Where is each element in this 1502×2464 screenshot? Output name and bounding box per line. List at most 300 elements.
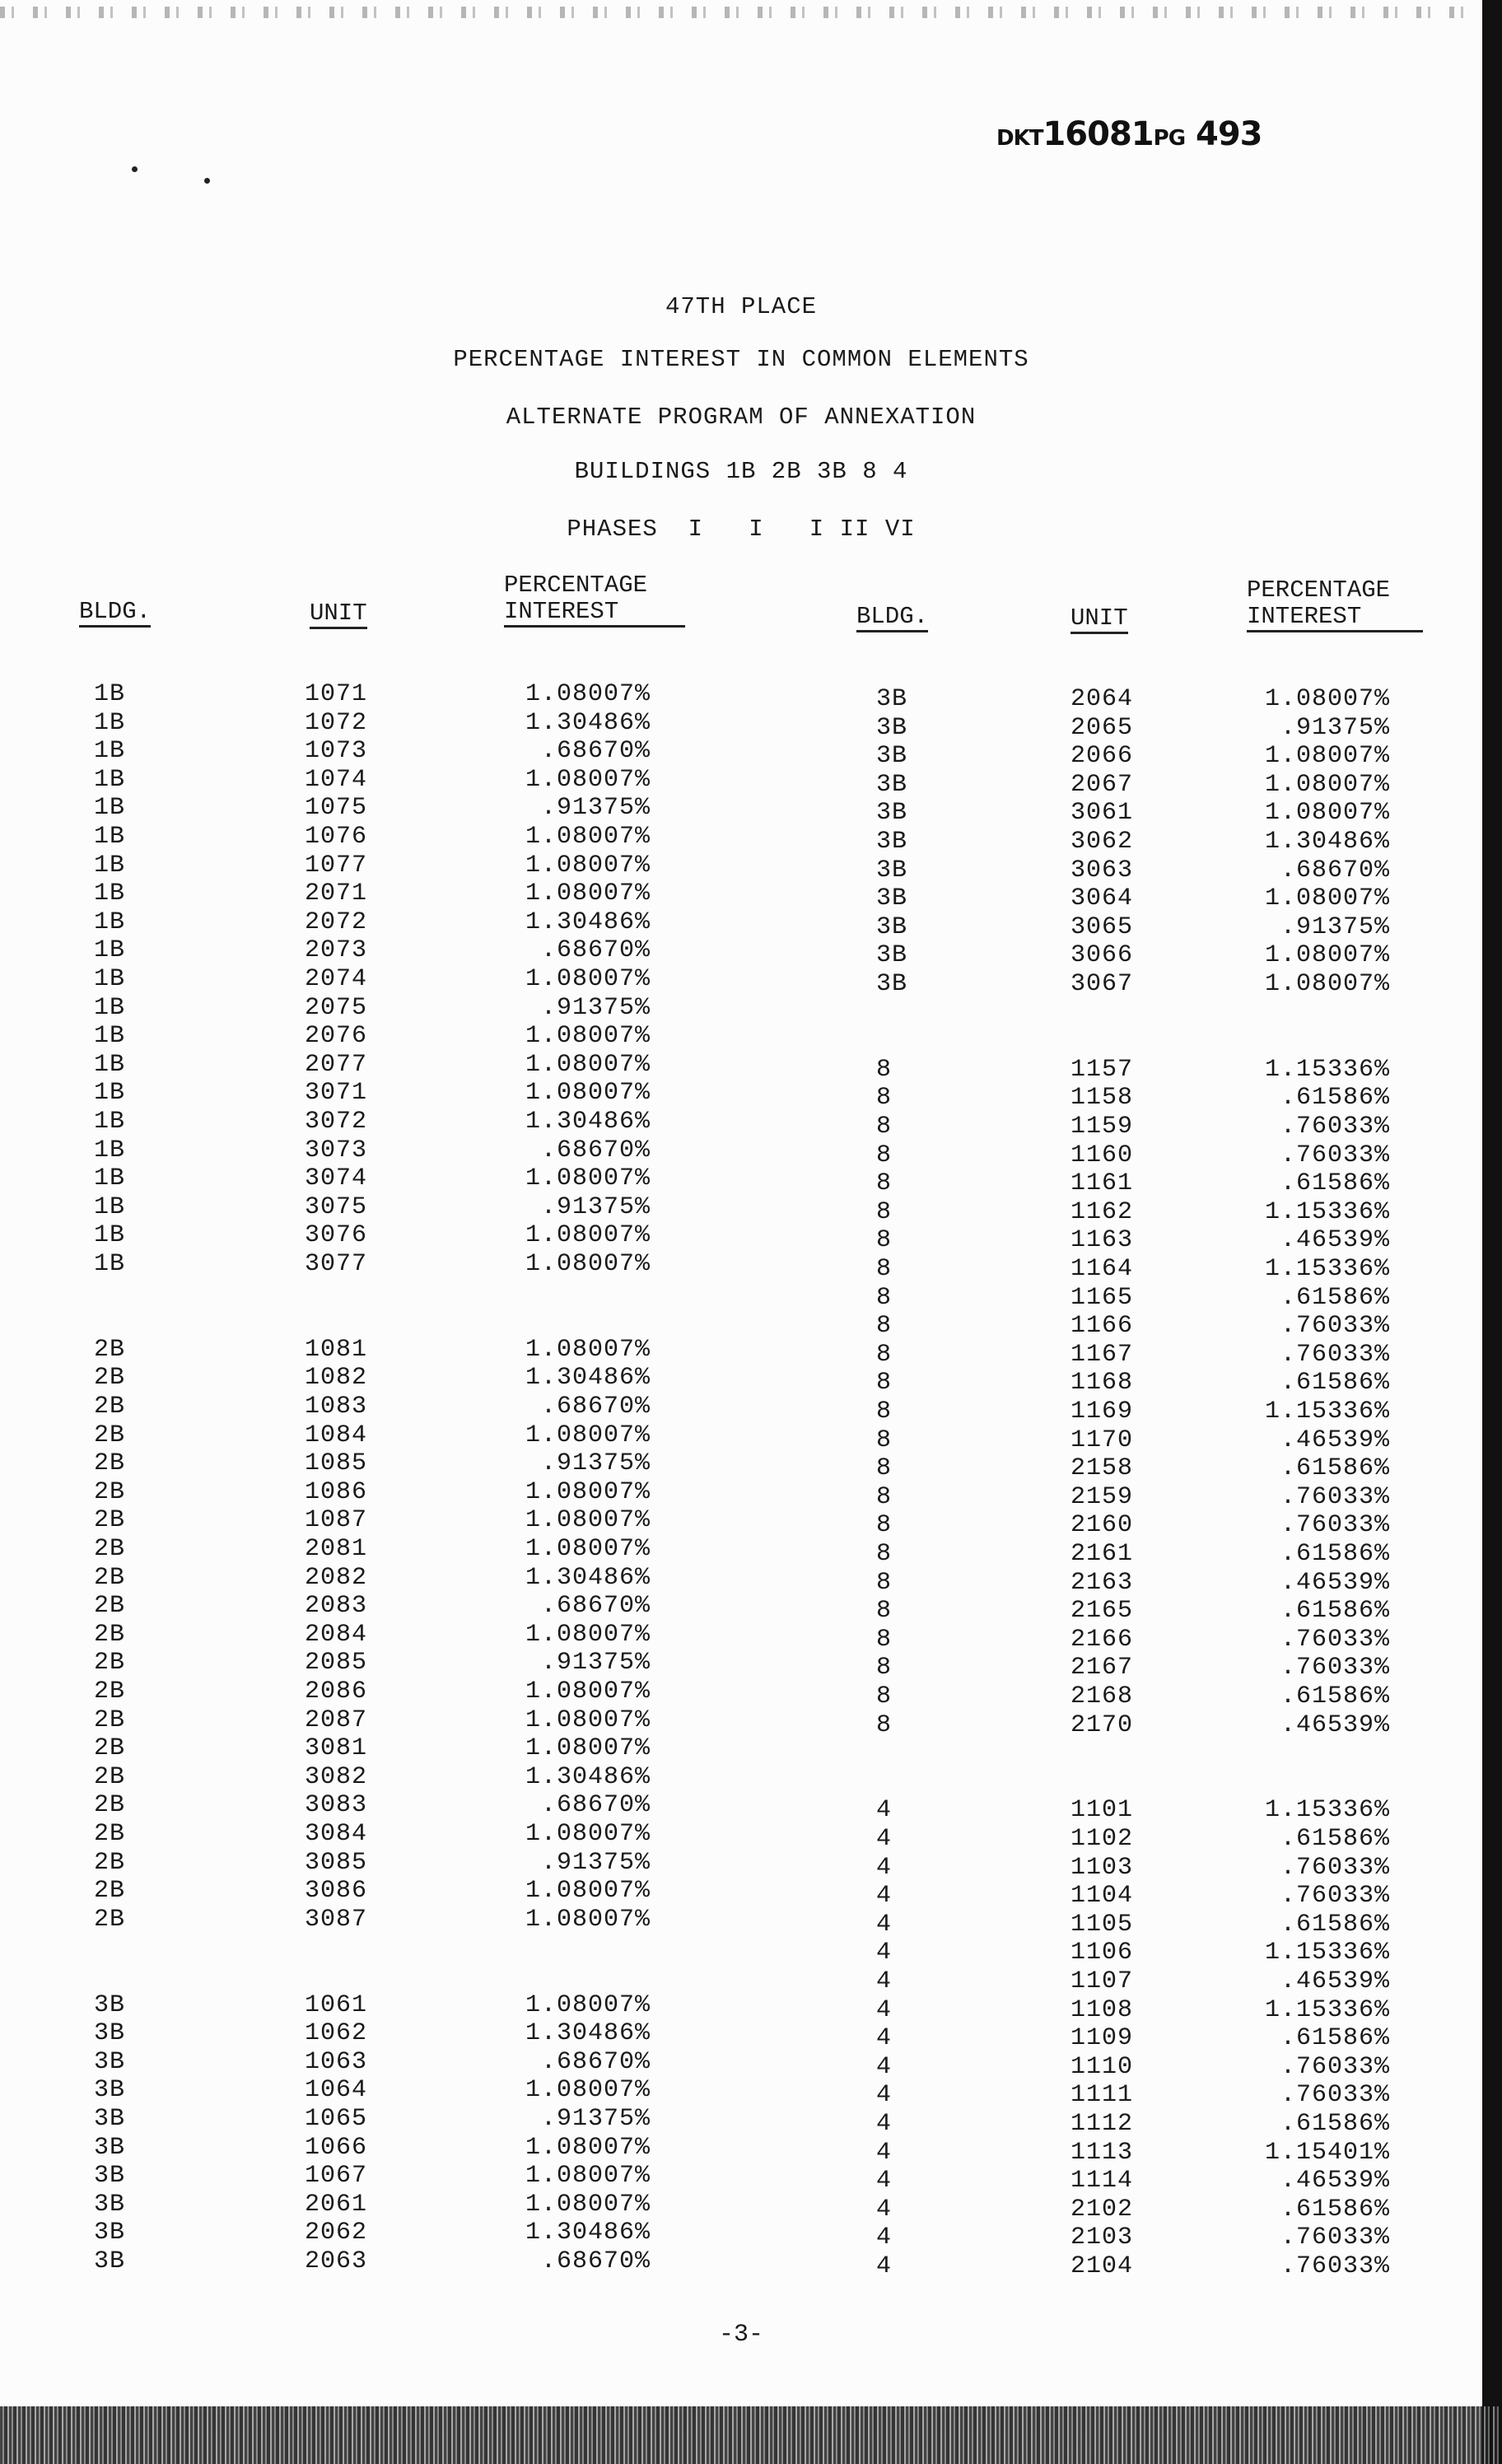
unit-cell: 1163 bbox=[1071, 1226, 1134, 1255]
unit-cell: 2168 bbox=[1071, 1682, 1134, 1710]
percentage-cell: .76033% bbox=[1280, 2224, 1390, 2252]
bldg-cell: 1B bbox=[94, 737, 126, 766]
bldg-cell: 4 bbox=[876, 2024, 893, 2053]
bldg-cell: 8 bbox=[876, 1055, 893, 1084]
percentage-cell: .91375% bbox=[540, 1848, 651, 1877]
left-pct-header-line2: INTEREST bbox=[504, 598, 685, 628]
bldg-cell: 2B bbox=[94, 1848, 126, 1877]
bldg-cell: 2B bbox=[94, 1649, 126, 1678]
unit-cell: 1158 bbox=[1071, 1084, 1134, 1113]
percentage-cell: .91375% bbox=[1280, 713, 1390, 742]
unit-cell: 1084 bbox=[305, 1421, 368, 1449]
bldg-cell: 2B bbox=[94, 1877, 126, 1906]
bldg-cell: 2B bbox=[94, 1364, 126, 1393]
unit-cell: 2066 bbox=[1071, 742, 1134, 771]
scan-border-right bbox=[1482, 0, 1502, 2464]
percentage-cell: 1.08007% bbox=[1264, 742, 1390, 771]
bldg-cell: 3B bbox=[94, 2247, 126, 2275]
bldg-cell: 4 bbox=[876, 1939, 893, 1967]
percentage-cell: .61586% bbox=[1280, 2195, 1390, 2224]
unit-cell: 1111 bbox=[1071, 2081, 1134, 2110]
bldg-cell: 8 bbox=[876, 1169, 893, 1198]
right-pct-header-line2: INTEREST bbox=[1247, 603, 1423, 632]
percentage-cell: .91375% bbox=[540, 794, 651, 823]
unit-cell: 3062 bbox=[1071, 828, 1134, 856]
unit-cell: 1103 bbox=[1071, 1853, 1134, 1882]
bldg-cell: 8 bbox=[876, 1511, 893, 1540]
bldg-cell: 3B bbox=[94, 2219, 126, 2247]
bldg-cell: 3B bbox=[876, 970, 908, 998]
bldg-cell: 4 bbox=[876, 1967, 893, 1995]
percentage-cell: 1.15336% bbox=[1264, 1055, 1390, 1084]
bldg-cell: 1B bbox=[94, 1192, 126, 1221]
bldg-cell: 3B bbox=[94, 2076, 126, 2105]
percentage-cell: .46539% bbox=[1280, 1568, 1390, 1597]
unit-cell: 2063 bbox=[305, 2247, 368, 2275]
percentage-cell: 1.30486% bbox=[525, 708, 651, 737]
unit-cell: 1075 bbox=[305, 794, 368, 823]
bldg-cell: 8 bbox=[876, 1710, 893, 1739]
bldg-cell: 2B bbox=[94, 1535, 126, 1563]
unit-cell: 1077 bbox=[305, 851, 368, 880]
percentage-cell: 1.08007% bbox=[525, 1022, 651, 1051]
percentage-cell: 1.08007% bbox=[525, 1250, 651, 1278]
bldg-cell: 2B bbox=[94, 1393, 126, 1421]
docket-stamp bbox=[996, 115, 1262, 153]
unit-cell: 2160 bbox=[1071, 1511, 1134, 1540]
unit-cell: 1108 bbox=[1071, 1995, 1134, 2024]
title-line-1: 47TH PLACE bbox=[665, 293, 818, 320]
percentage-cell: 1.30486% bbox=[525, 1762, 651, 1791]
percentage-cell: .61586% bbox=[1280, 1682, 1390, 1710]
bldg-cell: 2B bbox=[94, 1563, 126, 1592]
percentage-cell: 1.08007% bbox=[525, 1506, 651, 1535]
bldg-cell: 1B bbox=[94, 708, 126, 737]
percentage-cell: .68670% bbox=[540, 1791, 651, 1820]
bldg-cell: 8 bbox=[876, 1482, 893, 1511]
unit-cell: 1170 bbox=[1071, 1426, 1134, 1454]
unit-cell: 2073 bbox=[305, 936, 368, 965]
unit-cell: 1083 bbox=[305, 1393, 368, 1421]
unit-cell: 2104 bbox=[1071, 2252, 1134, 2280]
percentage-cell: 1.08007% bbox=[525, 1877, 651, 1906]
unit-cell: 3082 bbox=[305, 1762, 368, 1791]
percentage-cell: .61586% bbox=[1280, 2110, 1390, 2138]
bldg-cell: 3B bbox=[94, 2019, 126, 2048]
percentage-cell: .46539% bbox=[1280, 1426, 1390, 1454]
docket-number: 16081 bbox=[1043, 115, 1154, 153]
unit-cell: 1076 bbox=[305, 823, 368, 851]
percentage-cell: 1.08007% bbox=[525, 1535, 651, 1563]
percentage-cell: .91375% bbox=[540, 2105, 651, 2133]
unit-cell: 2077 bbox=[305, 1050, 368, 1079]
percentage-cell: .46539% bbox=[1280, 1710, 1390, 1739]
percentage-cell: 1.08007% bbox=[525, 1620, 651, 1649]
bldg-cell: 4 bbox=[876, 2195, 893, 2224]
bldg-cell: 2B bbox=[94, 1477, 126, 1506]
bldg-cell: 4 bbox=[876, 2138, 893, 2167]
unit-cell: 2071 bbox=[305, 880, 368, 908]
bldg-cell: 3B bbox=[94, 2105, 126, 2133]
percentage-cell: .91375% bbox=[540, 1449, 651, 1478]
bldg-cell: 4 bbox=[876, 2252, 893, 2280]
percentage-cell: 1.30486% bbox=[525, 908, 651, 936]
unit-cell: 2165 bbox=[1071, 1597, 1134, 1626]
bldg-cell: 8 bbox=[876, 1340, 893, 1369]
percentage-cell: .68670% bbox=[540, 2047, 651, 2076]
percentage-cell: .76033% bbox=[1280, 1853, 1390, 1882]
bldg-cell: 4 bbox=[876, 1796, 893, 1825]
unit-cell: 1085 bbox=[305, 1449, 368, 1478]
unit-cell: 1161 bbox=[1071, 1169, 1134, 1198]
unit-cell: 2067 bbox=[1071, 770, 1134, 799]
percentage-cell: 1.08007% bbox=[525, 965, 651, 993]
unit-cell: 1067 bbox=[305, 2162, 368, 2191]
percentage-cell: .61586% bbox=[1280, 1283, 1390, 1312]
unit-cell: 1162 bbox=[1071, 1197, 1134, 1226]
speck-mark bbox=[132, 166, 138, 172]
bldg-cell: 4 bbox=[876, 1882, 893, 1911]
unit-cell: 3076 bbox=[305, 1221, 368, 1250]
unit-cell: 2064 bbox=[1071, 685, 1134, 713]
unit-cell: 2102 bbox=[1071, 2195, 1134, 2224]
percentage-cell: .61586% bbox=[1280, 1597, 1390, 1626]
unit-cell: 2075 bbox=[305, 993, 368, 1022]
bldg-cell: 4 bbox=[876, 1910, 893, 1939]
unit-cell: 3065 bbox=[1071, 912, 1134, 941]
scan-artifact-bottom bbox=[0, 2406, 1502, 2464]
right-pct-header-line1: PERCENTAGE bbox=[1247, 576, 1391, 604]
unit-cell: 1082 bbox=[305, 1364, 368, 1393]
percentage-cell: .76033% bbox=[1280, 1340, 1390, 1369]
bldg-cell: 1B bbox=[94, 1079, 126, 1108]
unit-cell: 1102 bbox=[1071, 1825, 1134, 1853]
bldg-cell: 3B bbox=[876, 685, 908, 713]
bldg-cell: 8 bbox=[876, 1084, 893, 1113]
bldg-cell: 1B bbox=[94, 1164, 126, 1193]
unit-cell: 3077 bbox=[305, 1250, 368, 1278]
bldg-cell: 3B bbox=[876, 742, 908, 771]
percentage-cell: 1.15336% bbox=[1264, 1197, 1390, 1226]
percentage-cell: .91375% bbox=[540, 1192, 651, 1221]
unit-cell: 2103 bbox=[1071, 2224, 1134, 2252]
unit-cell: 3074 bbox=[305, 1164, 368, 1193]
unit-cell: 1105 bbox=[1071, 1910, 1134, 1939]
bldg-cell: 8 bbox=[876, 1597, 893, 1626]
bldg-cell: 4 bbox=[876, 2110, 893, 2138]
unit-cell: 2082 bbox=[305, 1563, 368, 1592]
bldg-cell: 8 bbox=[876, 1283, 893, 1312]
bldg-cell: 2B bbox=[94, 1592, 126, 1621]
percentage-cell: .68670% bbox=[540, 1592, 651, 1621]
bldg-cell: 8 bbox=[876, 1226, 893, 1255]
percentage-cell: 1.08007% bbox=[525, 1079, 651, 1108]
percentage-cell: 1.30486% bbox=[525, 1364, 651, 1393]
percentage-cell: 1.15336% bbox=[1264, 1939, 1390, 1967]
unit-cell: 3087 bbox=[305, 1905, 368, 1934]
percentage-cell: 1.08007% bbox=[1264, 884, 1390, 913]
percentage-cell: 1.08007% bbox=[525, 851, 651, 880]
percentage-cell: 1.15336% bbox=[1264, 1796, 1390, 1825]
unit-cell: 1104 bbox=[1071, 1882, 1134, 1911]
percentage-cell: 1.08007% bbox=[525, 1421, 651, 1449]
unit-cell: 2163 bbox=[1071, 1568, 1134, 1597]
percentage-cell: 1.08007% bbox=[525, 1734, 651, 1763]
unit-cell: 2085 bbox=[305, 1649, 368, 1678]
unit-cell: 1160 bbox=[1071, 1141, 1134, 1169]
unit-cell: 1112 bbox=[1071, 2110, 1134, 2138]
unit-cell: 2161 bbox=[1071, 1540, 1134, 1568]
unit-cell: 2083 bbox=[305, 1592, 368, 1621]
unit-cell: 2061 bbox=[305, 2190, 368, 2219]
bldg-cell: 1B bbox=[94, 908, 126, 936]
bldg-cell: 1B bbox=[94, 965, 126, 993]
percentage-cell: .91375% bbox=[1280, 912, 1390, 941]
bldg-cell: 8 bbox=[876, 1197, 893, 1226]
percentage-cell: .76033% bbox=[1280, 1654, 1390, 1682]
percentage-cell: 1.08007% bbox=[525, 2133, 651, 2162]
bldg-cell: 2B bbox=[94, 1506, 126, 1535]
percentage-cell: 1.08007% bbox=[525, 765, 651, 794]
bldg-cell: 3B bbox=[94, 2133, 126, 2162]
percentage-cell: .46539% bbox=[1280, 1226, 1390, 1255]
percentage-cell: 1.15336% bbox=[1264, 1398, 1390, 1426]
bldg-cell: 8 bbox=[876, 1369, 893, 1398]
percentage-cell: .76033% bbox=[1280, 1511, 1390, 1540]
bldg-cell: 1B bbox=[94, 680, 126, 708]
percentage-cell: 1.15336% bbox=[1264, 1995, 1390, 2024]
unit-cell: 1157 bbox=[1071, 1055, 1134, 1084]
percentage-cell: .76033% bbox=[1280, 1312, 1390, 1341]
unit-cell: 3075 bbox=[305, 1192, 368, 1221]
bldg-cell: 4 bbox=[876, 1995, 893, 2024]
bldg-cell: 1B bbox=[94, 851, 126, 880]
percentage-cell: .68670% bbox=[540, 2247, 651, 2275]
bldg-cell: 1B bbox=[94, 1022, 126, 1051]
unit-cell: 1081 bbox=[305, 1335, 368, 1364]
title-line-3: ALTERNATE PROGRAM OF ANNEXATION bbox=[506, 404, 977, 431]
unit-cell: 3071 bbox=[305, 1079, 368, 1108]
percentage-cell: .76033% bbox=[1280, 2052, 1390, 2081]
unit-cell: 1167 bbox=[1071, 1340, 1134, 1369]
unit-cell: 3073 bbox=[305, 1136, 368, 1164]
unit-cell: 1113 bbox=[1071, 2138, 1134, 2167]
bldg-cell: 3B bbox=[876, 912, 908, 941]
bldg-cell: 1B bbox=[94, 1221, 126, 1250]
percentage-cell: .61586% bbox=[1280, 2024, 1390, 2053]
percentage-cell: 1.15336% bbox=[1264, 1255, 1390, 1283]
percentage-cell: .76033% bbox=[1280, 1882, 1390, 1911]
percentage-cell: .61586% bbox=[1280, 1454, 1390, 1483]
unit-cell: 2065 bbox=[1071, 713, 1134, 742]
bldg-cell: 8 bbox=[876, 1568, 893, 1597]
unit-cell: 1159 bbox=[1071, 1113, 1134, 1141]
bldg-cell: 2B bbox=[94, 1820, 126, 1848]
unit-cell: 1063 bbox=[305, 2047, 368, 2076]
right-unit-header: UNIT bbox=[1071, 604, 1128, 634]
unit-cell: 3083 bbox=[305, 1791, 368, 1820]
unit-cell: 1109 bbox=[1071, 2024, 1134, 2053]
unit-cell: 2166 bbox=[1071, 1625, 1134, 1654]
percentage-cell: .46539% bbox=[1280, 2167, 1390, 2196]
unit-cell: 1086 bbox=[305, 1477, 368, 1506]
bldg-cell: 4 bbox=[876, 2167, 893, 2196]
percentage-cell: 1.08007% bbox=[1264, 685, 1390, 713]
title-line-2: PERCENTAGE INTEREST IN COMMON ELEMENTS bbox=[453, 346, 1029, 373]
right-bldg-header: BLDG. bbox=[856, 603, 928, 632]
unit-cell: 2086 bbox=[305, 1678, 368, 1706]
bldg-cell: 1B bbox=[94, 1108, 126, 1136]
bldg-cell: 3B bbox=[876, 799, 908, 828]
unit-cell: 3084 bbox=[305, 1820, 368, 1848]
percentage-cell: 1.08007% bbox=[525, 1050, 651, 1079]
percentage-cell: .76033% bbox=[1280, 2081, 1390, 2110]
unit-cell: 1169 bbox=[1071, 1398, 1134, 1426]
unit-cell: 2159 bbox=[1071, 1482, 1134, 1511]
unit-cell: 1074 bbox=[305, 765, 368, 794]
bldg-cell: 4 bbox=[876, 1853, 893, 1882]
percentage-cell: .61586% bbox=[1280, 1540, 1390, 1568]
unit-cell: 3086 bbox=[305, 1877, 368, 1906]
unit-cell: 2170 bbox=[1071, 1710, 1134, 1739]
percentage-cell: 1.08007% bbox=[1264, 970, 1390, 998]
percentage-cell: 1.08007% bbox=[525, 1164, 651, 1193]
percentage-cell: .61586% bbox=[1280, 1825, 1390, 1853]
unit-cell: 1073 bbox=[305, 737, 368, 766]
percentage-cell: .68670% bbox=[540, 936, 651, 965]
percentage-cell: 1.30486% bbox=[525, 2219, 651, 2247]
unit-cell: 3063 bbox=[1071, 856, 1134, 884]
bldg-cell: 8 bbox=[876, 1113, 893, 1141]
bldg-cell: 3B bbox=[94, 1990, 126, 2019]
percentage-cell: 1.08007% bbox=[525, 1221, 651, 1250]
unit-cell: 1164 bbox=[1071, 1255, 1134, 1283]
percentage-cell: 1.08007% bbox=[1264, 770, 1390, 799]
percentage-cell: 1.08007% bbox=[525, 823, 651, 851]
page-number: -3- bbox=[718, 2321, 763, 2349]
percentage-cell: .91375% bbox=[540, 1649, 651, 1678]
bldg-cell: 8 bbox=[876, 1540, 893, 1568]
percentage-cell: .61586% bbox=[1280, 1369, 1390, 1398]
bldg-cell: 3B bbox=[94, 2190, 126, 2219]
percentage-cell: .61586% bbox=[1280, 1084, 1390, 1113]
percentage-cell: .91375% bbox=[540, 993, 651, 1022]
unit-cell: 2167 bbox=[1071, 1654, 1134, 1682]
unit-cell: 1166 bbox=[1071, 1312, 1134, 1341]
bldg-cell: 2B bbox=[94, 1449, 126, 1478]
unit-cell: 3061 bbox=[1071, 799, 1134, 828]
percentage-cell: 1.08007% bbox=[1264, 941, 1390, 970]
bldg-cell: 3B bbox=[876, 941, 908, 970]
bldg-cell: 8 bbox=[876, 1398, 893, 1426]
percentage-cell: 1.08007% bbox=[525, 1335, 651, 1364]
percentage-cell: 1.08007% bbox=[525, 2076, 651, 2105]
unit-cell: 3066 bbox=[1071, 941, 1134, 970]
percentage-cell: 1.08007% bbox=[525, 1706, 651, 1734]
unit-cell: 2158 bbox=[1071, 1454, 1134, 1483]
bldg-cell: 4 bbox=[876, 2224, 893, 2252]
bldg-cell: 2B bbox=[94, 1620, 126, 1649]
bldg-cell: 4 bbox=[876, 2081, 893, 2110]
bldg-cell: 2B bbox=[94, 1791, 126, 1820]
unit-cell: 2072 bbox=[305, 908, 368, 936]
left-pct-header-line1: PERCENTAGE bbox=[504, 572, 648, 599]
unit-cell: 1165 bbox=[1071, 1283, 1134, 1312]
unit-cell: 1114 bbox=[1071, 2167, 1134, 2196]
bldg-cell: 1B bbox=[94, 765, 126, 794]
percentage-cell: 1.08007% bbox=[525, 1477, 651, 1506]
unit-cell: 2062 bbox=[305, 2219, 368, 2247]
bldg-cell: 8 bbox=[876, 1454, 893, 1483]
unit-cell: 1107 bbox=[1071, 1967, 1134, 1995]
unit-cell: 3064 bbox=[1071, 884, 1134, 913]
unit-cell: 2081 bbox=[305, 1535, 368, 1563]
docket-page: 493 bbox=[1195, 115, 1262, 153]
percentage-cell: .61586% bbox=[1280, 1169, 1390, 1198]
bldg-cell: 1B bbox=[94, 794, 126, 823]
unit-cell: 1110 bbox=[1071, 2052, 1134, 2081]
bldg-cell: 2B bbox=[94, 1678, 126, 1706]
percentage-cell: .68670% bbox=[1280, 856, 1390, 884]
left-bldg-header: BLDG. bbox=[79, 598, 151, 628]
bldg-cell: 3B bbox=[876, 856, 908, 884]
percentage-cell: .68670% bbox=[540, 737, 651, 766]
bldg-cell: 1B bbox=[94, 823, 126, 851]
bldg-cell: 3B bbox=[876, 884, 908, 913]
bldg-cell: 2B bbox=[94, 1421, 126, 1449]
percentage-cell: .76033% bbox=[1280, 1113, 1390, 1141]
bldg-cell: 8 bbox=[876, 1426, 893, 1454]
unit-cell: 1064 bbox=[305, 2076, 368, 2105]
unit-cell: 1087 bbox=[305, 1506, 368, 1535]
unit-cell: 1101 bbox=[1071, 1796, 1134, 1825]
percentage-cell: 1.08007% bbox=[525, 1678, 651, 1706]
percentage-cell: .61586% bbox=[1280, 1910, 1390, 1939]
bldg-cell: 3B bbox=[876, 828, 908, 856]
bldg-cell: 1B bbox=[94, 993, 126, 1022]
percentage-cell: .68670% bbox=[540, 1393, 651, 1421]
percentage-cell: 1.08007% bbox=[525, 2190, 651, 2219]
unit-cell: 3085 bbox=[305, 1848, 368, 1877]
bldg-cell: 1B bbox=[94, 1136, 126, 1164]
bldg-cell: 1B bbox=[94, 936, 126, 965]
unit-cell: 2087 bbox=[305, 1706, 368, 1734]
bldg-cell: 2B bbox=[94, 1762, 126, 1791]
percentage-cell: 1.30486% bbox=[525, 2019, 651, 2048]
percentage-cell: 1.08007% bbox=[525, 1820, 651, 1848]
percentage-cell: .76033% bbox=[1280, 1482, 1390, 1511]
percentage-cell: .46539% bbox=[1280, 1967, 1390, 1995]
unit-cell: 1168 bbox=[1071, 1369, 1134, 1398]
bldg-cell: 3B bbox=[876, 713, 908, 742]
percentage-cell: 1.15401% bbox=[1264, 2138, 1390, 2167]
docket-pg-label: PG bbox=[1153, 126, 1186, 151]
percentage-cell: 1.30486% bbox=[525, 1563, 651, 1592]
bldg-cell: 3B bbox=[876, 770, 908, 799]
percentage-cell: 1.08007% bbox=[525, 1990, 651, 2019]
percentage-cell: 1.30486% bbox=[1264, 828, 1390, 856]
bldg-cell: 1B bbox=[94, 1050, 126, 1079]
bldg-cell: 8 bbox=[876, 1682, 893, 1710]
bldg-cell: 8 bbox=[876, 1255, 893, 1283]
unit-cell: 1071 bbox=[305, 680, 368, 708]
speck-mark bbox=[204, 178, 210, 184]
bldg-cell: 4 bbox=[876, 1825, 893, 1853]
percentage-cell: .68670% bbox=[540, 1136, 651, 1164]
unit-cell: 3081 bbox=[305, 1734, 368, 1763]
unit-cell: 2074 bbox=[305, 965, 368, 993]
bldg-cell: 3B bbox=[94, 2162, 126, 2191]
